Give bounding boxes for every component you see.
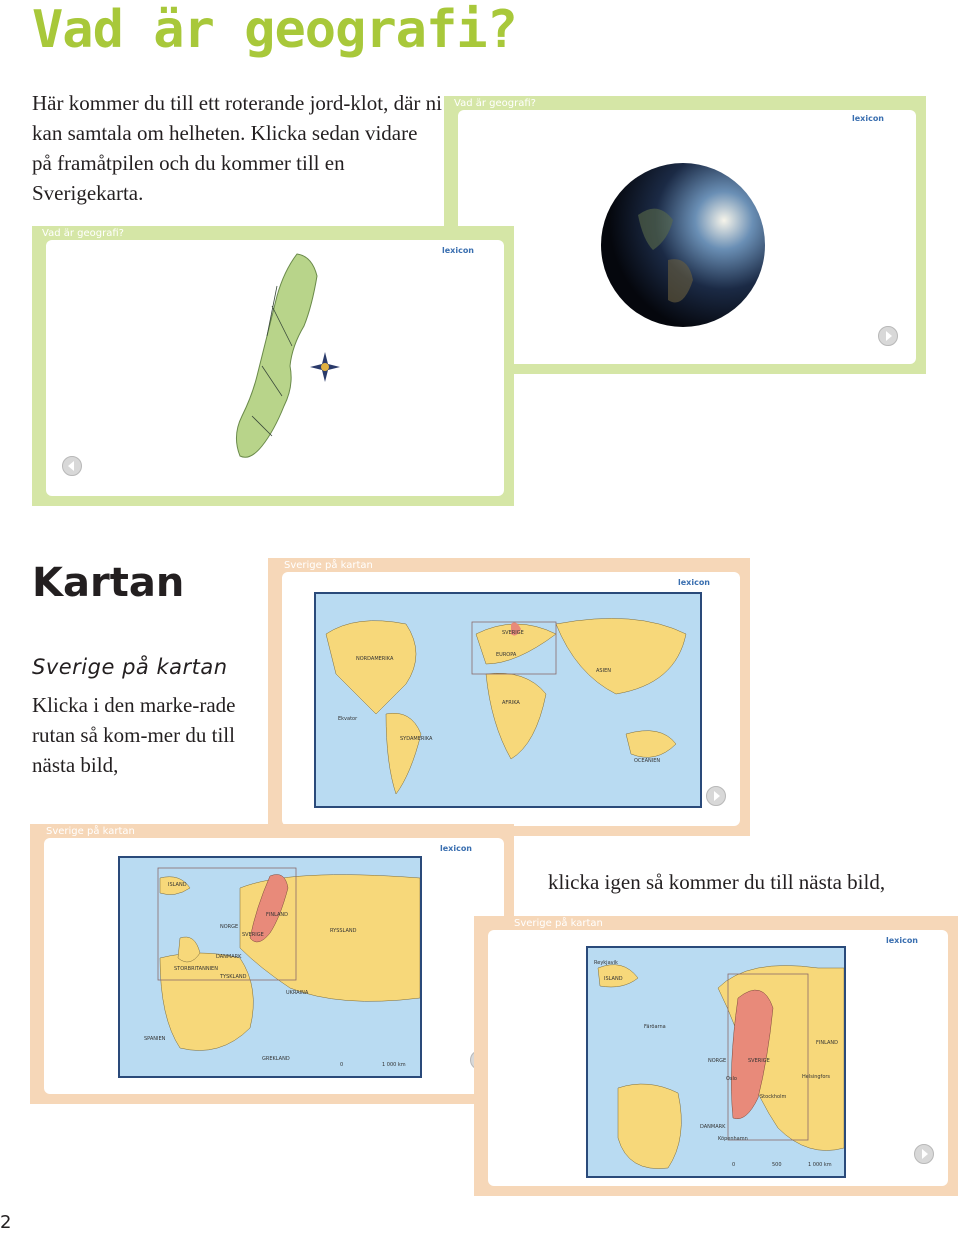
label-grekland: GREKLAND xyxy=(262,1056,290,1062)
europe-map xyxy=(118,856,422,1078)
label-helsingfors: Helsingfors xyxy=(802,1074,831,1080)
label-ekvator: Ekvator xyxy=(338,716,358,722)
compass-icon xyxy=(310,352,340,382)
label-ukraina: UKRAINA xyxy=(286,990,309,996)
label-stockholm: Stockholm xyxy=(760,1094,787,1100)
label-afrika: AFRIKA xyxy=(502,700,520,706)
label-finland: FINLAND xyxy=(816,1040,839,1046)
panel-title: Sverige på kartan xyxy=(284,560,373,571)
label-danmark: DANMARK xyxy=(700,1124,726,1130)
logo-icon: lexicon xyxy=(886,936,919,945)
scale-max: 1 000 km xyxy=(382,1062,406,1068)
section-title: Kartan xyxy=(32,560,185,606)
label-tyskland: TYSKLAND xyxy=(220,974,247,980)
label-oslo: Oslo xyxy=(726,1076,737,1082)
label-nordamerika: NORDAMERIKA xyxy=(356,656,394,662)
scale-zero: 0 xyxy=(340,1062,344,1068)
europe-map-screenshot xyxy=(30,824,514,1104)
back-arrow-button[interactable] xyxy=(62,456,82,476)
label-sydamerika: SYDAMERIKA xyxy=(400,736,433,742)
label-storbritannien: STORBRITANNIEN xyxy=(174,966,218,972)
forward-arrow-button[interactable] xyxy=(914,1144,934,1164)
label-europa: EUROPA xyxy=(496,652,517,658)
label-asien: ASIEN xyxy=(596,668,611,674)
label-norge: NORGE xyxy=(220,924,239,930)
section-body: Klicka i den marke-rade rutan så kom-mer du till nästa bild, xyxy=(32,693,236,777)
page-number: 2 xyxy=(0,1212,12,1233)
label-sverige: SVERIGE xyxy=(748,1058,770,1064)
label-sverige: SVERIGE xyxy=(502,630,524,636)
forward-arrow-button[interactable] xyxy=(706,786,726,806)
label-reykjavik: Reykjavik xyxy=(594,960,618,966)
forward-arrow-button[interactable] xyxy=(878,326,898,346)
panel-title: Vad är geografi? xyxy=(454,98,536,109)
logo-icon: lexicon xyxy=(440,844,473,853)
label-norge: NORGE xyxy=(708,1058,727,1064)
label-sverige: SVERIGE xyxy=(242,932,264,938)
scale-zero: 0 xyxy=(732,1162,736,1168)
scale-mid: 500 xyxy=(772,1162,782,1168)
sweden-screenshot xyxy=(32,226,514,506)
label-finland: FINLAND xyxy=(266,912,289,918)
world-map xyxy=(314,592,702,808)
scale-max: 1 000 km xyxy=(808,1162,832,1168)
globe-icon xyxy=(598,160,768,330)
panel-title: Sverige på kartan xyxy=(46,826,135,837)
section-subtitle: Sverige på kartan xyxy=(32,655,228,679)
logo-icon: lexicon xyxy=(852,114,885,123)
nordic-map xyxy=(586,946,846,1178)
label-oceanien: OCEANIEN xyxy=(634,758,661,764)
label-faroarna: Färöarna xyxy=(644,1024,666,1030)
caption-europe: klicka igen så kommer du till nästa bild, xyxy=(548,870,886,894)
label-island: ISLAND xyxy=(168,882,187,888)
nordic-map-screenshot xyxy=(474,916,958,1196)
logo-icon: lexicon xyxy=(678,578,711,587)
panel-title: Vad är geografi? xyxy=(42,228,124,239)
page-title: Vad är geografi? xyxy=(32,0,517,60)
label-kopenhamn: Köpenhamn xyxy=(718,1136,748,1142)
world-map-screenshot xyxy=(268,558,750,836)
label-spanien: SPANIEN xyxy=(144,1036,166,1042)
logo-icon: lexicon xyxy=(442,246,475,255)
globe-screenshot xyxy=(444,96,926,374)
label-ryssland: RYSSLAND xyxy=(330,928,357,934)
panel-title: Sverige på kartan xyxy=(514,918,603,929)
intro-text: Här kommer du till ett roterande jord-klot, där ni kan samtala om helheten. Klicka sedan vidare på framåtpilen och du kommer till en Sverigekarta. xyxy=(32,91,442,205)
label-island: ISLAND xyxy=(604,976,623,982)
label-danmark: DANMARK xyxy=(216,954,242,960)
